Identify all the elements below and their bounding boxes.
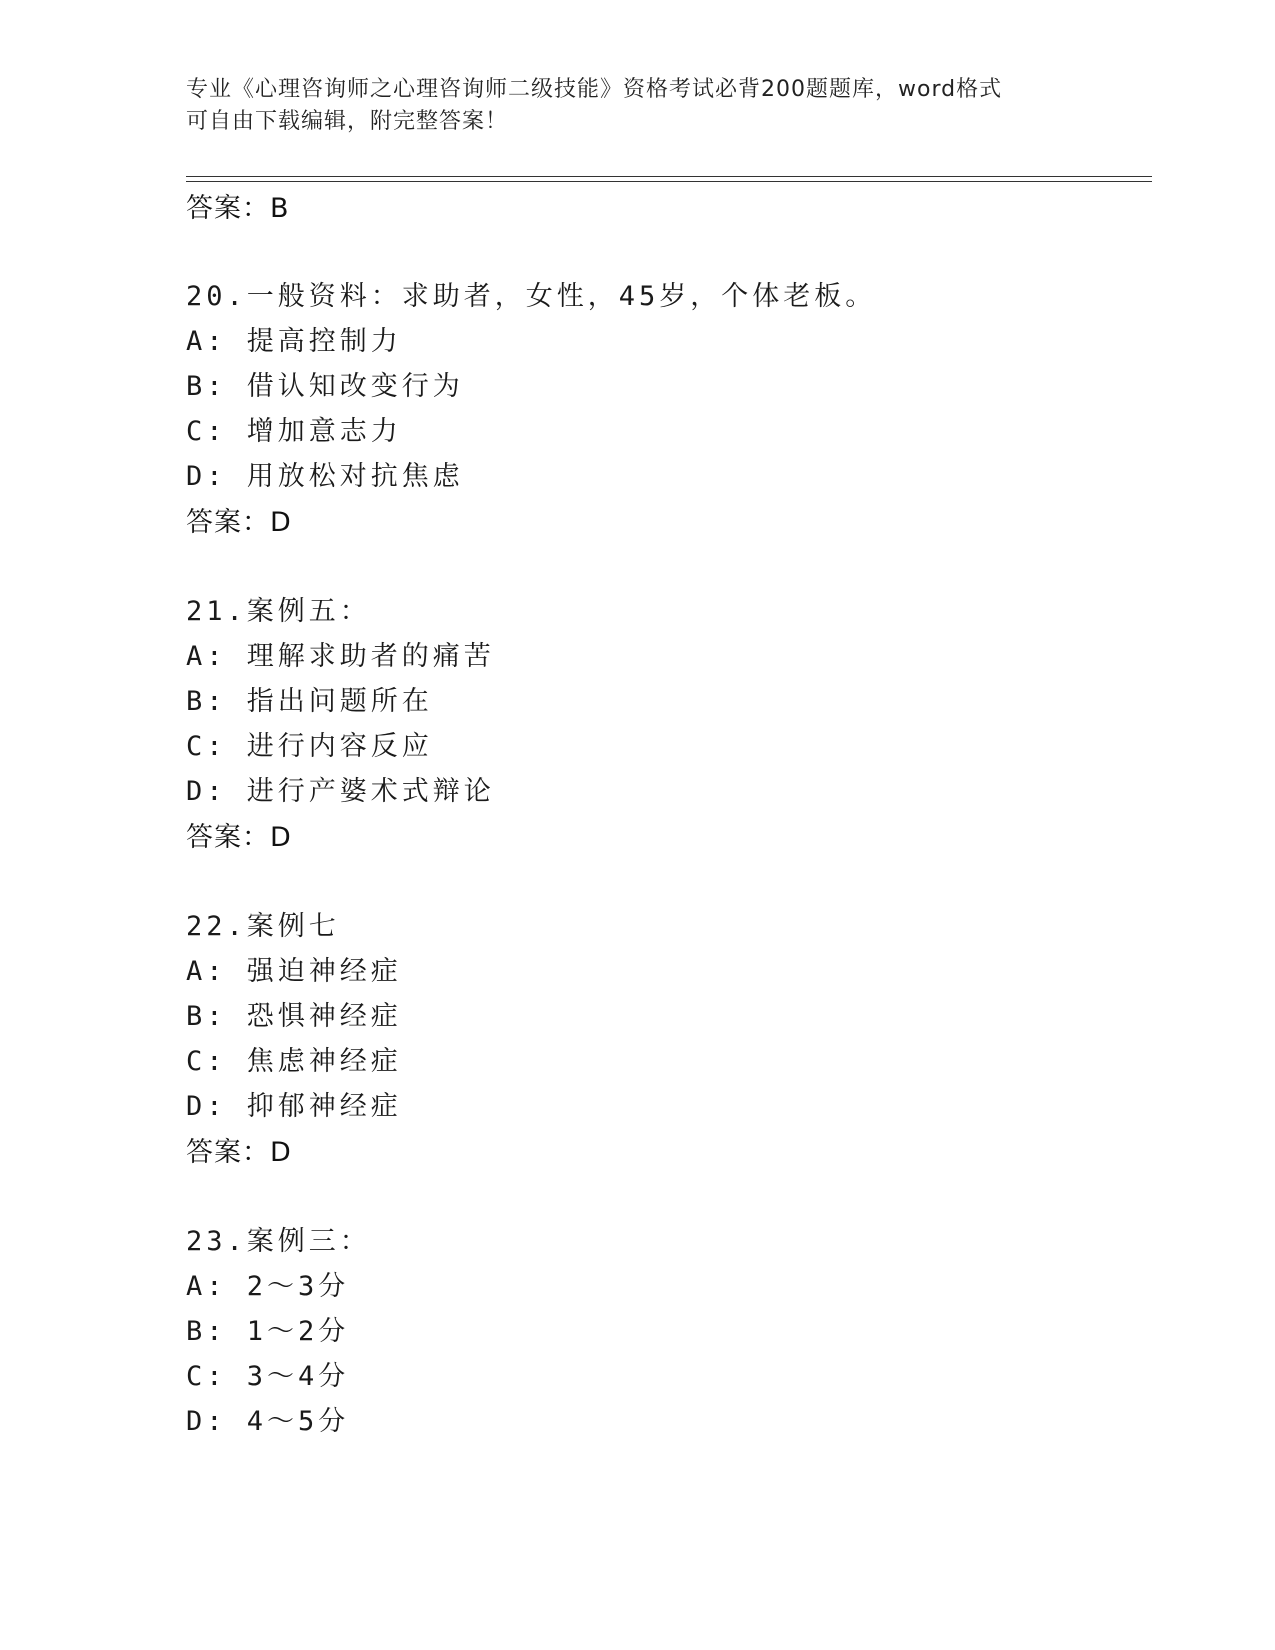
- question-21-option-b: B: 指出问题所在: [186, 686, 433, 717]
- header-rule-top: [186, 176, 1152, 177]
- question-20-option-c: C: 增加意志力: [186, 416, 402, 447]
- question-21-title: 21.案例五：: [186, 596, 371, 627]
- question-21-option-a: A: 理解求助者的痛苦: [186, 641, 495, 672]
- question-20-option-a: A: 提高控制力: [186, 326, 402, 357]
- header-rule-bottom: [186, 181, 1152, 182]
- question-20-option-b: B: 借认知改变行为: [186, 371, 464, 402]
- answer-prev: 答案：B: [186, 193, 290, 224]
- header-line-1: 专业《心理咨询师之心理咨询师二级技能》资格考试必背200题题库，word格式: [186, 77, 1003, 102]
- question-20-title: 20.一般资料：求助者，女性，45岁，个体老板。: [186, 281, 877, 312]
- question-23-title: 23.案例三：: [186, 1226, 371, 1257]
- question-21-answer: 答案：D: [186, 822, 292, 853]
- question-23-option-b: B: 1～2分: [186, 1316, 350, 1347]
- question-23-option-a: A: 2～3分: [186, 1271, 350, 1302]
- question-22-option-d: D: 抑郁神经症: [186, 1091, 402, 1122]
- question-23-option-c: C: 3～4分: [186, 1361, 350, 1392]
- question-20-answer: 答案：D: [186, 507, 292, 538]
- question-21-option-c: C: 进行内容反应: [186, 731, 433, 762]
- question-22-title: 22.案例七: [186, 911, 340, 942]
- question-22-option-b: B: 恐惧神经症: [186, 1001, 402, 1032]
- question-22-option-c: C: 焦虑神经症: [186, 1046, 402, 1077]
- question-21-option-d: D: 进行产婆术式辩论: [186, 776, 495, 807]
- question-22-answer: 答案：D: [186, 1137, 292, 1168]
- question-22-option-a: A: 强迫神经症: [186, 956, 402, 987]
- header-line-2: 可自由下载编辑，附完整答案！: [186, 109, 509, 134]
- question-20-option-d: D: 用放松对抗焦虑: [186, 461, 464, 492]
- document-header: [186, 74, 1086, 138]
- question-23-option-d: D: 4～5分: [186, 1406, 350, 1437]
